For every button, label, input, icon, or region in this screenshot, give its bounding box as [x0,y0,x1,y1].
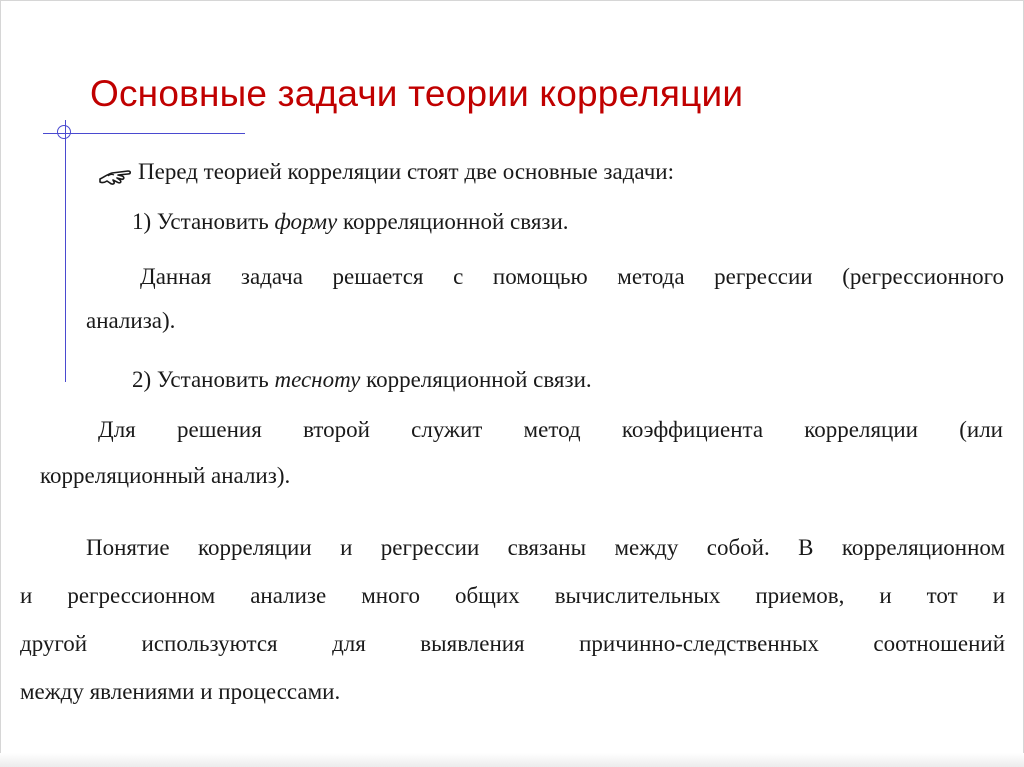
summary-line-4: между явлениями и процессами. [20,679,341,704]
summary-line-1: Понятие корреляции и регрессии связаны между собой. В корреляционном [86,535,1005,560]
hand-pointer-icon [98,159,136,187]
task-2-description-line-2: корреляционный анализ). [40,463,291,488]
summary-line-2: и регрессионном анализе много общих вычислительных приемов, и тот и [20,583,1005,608]
task-1-heading [132,209,569,235]
task-1-suffix: корреляционной связи. [337,209,569,234]
summary-line-3: другой используются для выявления причинно-следственных соотношений [20,631,1005,656]
decorative-vertical-line [65,120,66,382]
task-2-emphasis: тесноту [274,367,361,392]
decorative-horizontal-line [43,133,245,134]
task-1-description-line-2: анализа). [86,308,176,333]
task-1-emphasis: форму [274,209,338,234]
task-2-description-line-1: Для решения второй служит метод коэффициента корреляции (или [98,417,1003,442]
intro-text: Перед теорией корреляции стоят две основные задачи: [138,159,674,184]
task-1-description-line-1: Данная задача решается с помощью метода регрессии (регрессионного [140,264,1004,289]
decorative-circle [57,125,71,139]
slide-title: Основные задачи теории корреляции [90,73,744,114]
task-2-suffix: корреляционной связи. [360,367,592,392]
task-2-heading [132,367,592,393]
task-1-prefix: 1) Установить [132,209,275,234]
bottom-shadow [0,753,1024,767]
task-2-prefix: 2) Установить [132,367,275,392]
